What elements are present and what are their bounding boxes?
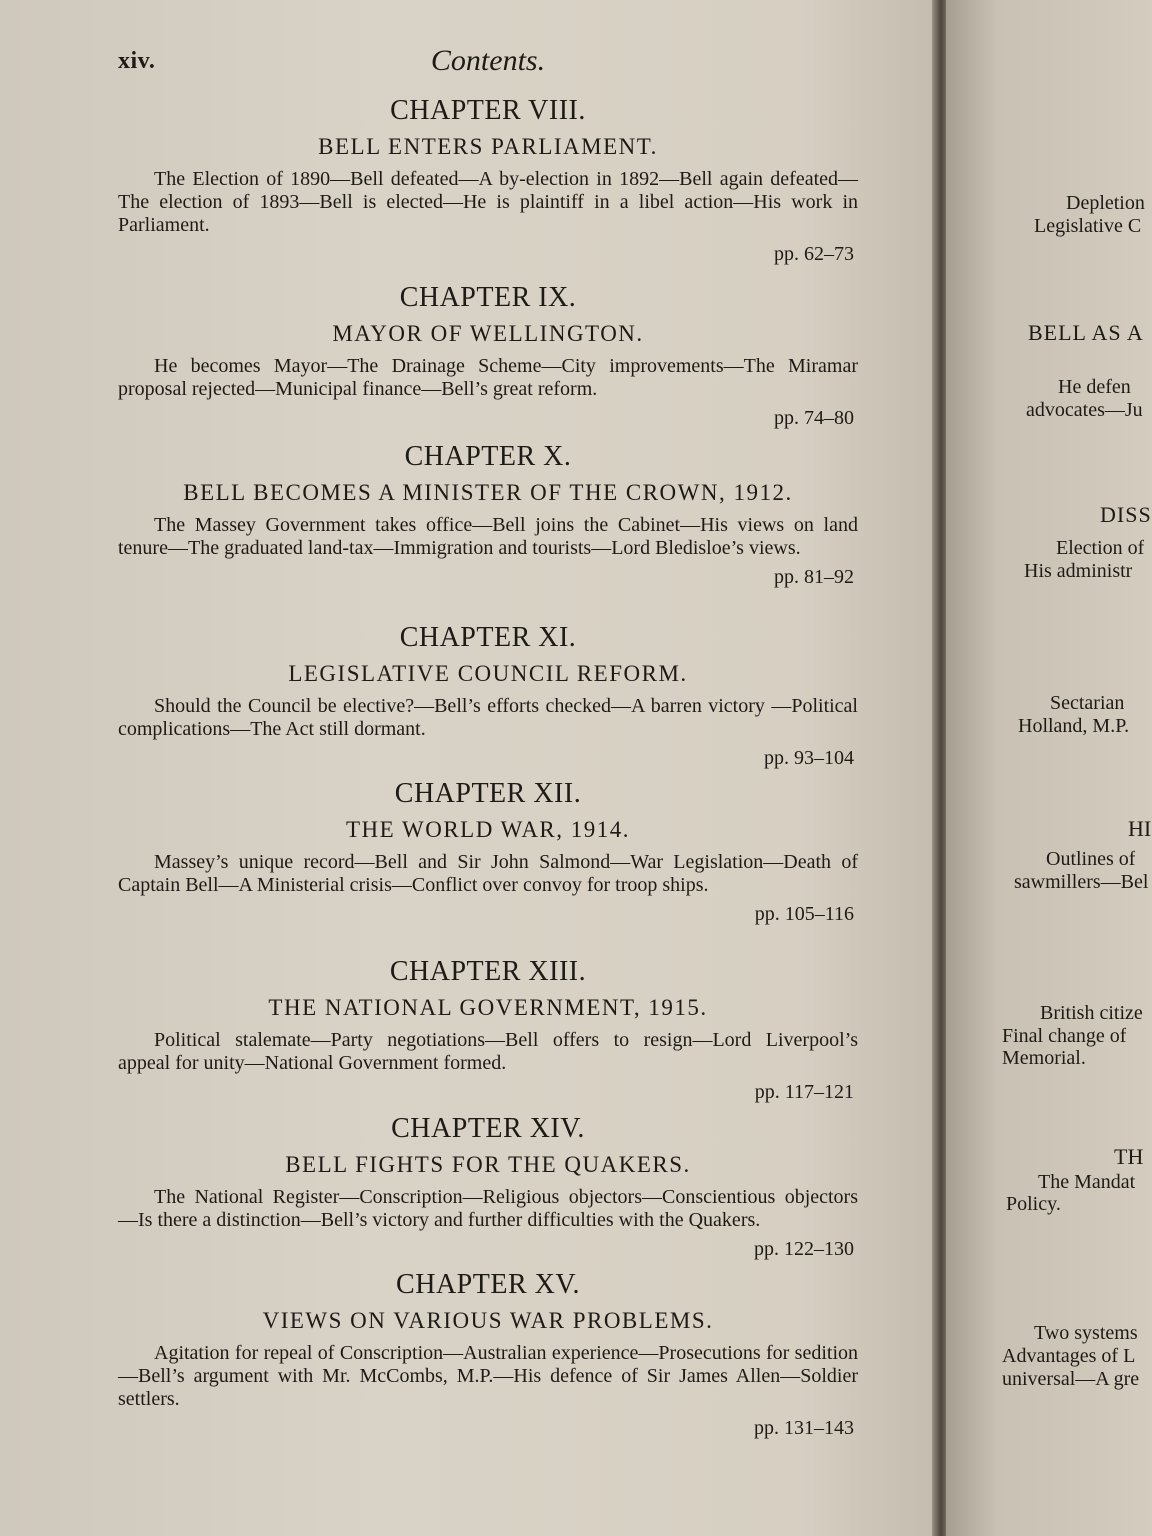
- right-page-text: Memorial.: [1002, 1047, 1086, 1069]
- right-page-text: British citize: [1040, 1002, 1143, 1024]
- chapter-number: CHAPTER IX.: [399, 282, 577, 313]
- right-page-text: Holland, M.P.: [1018, 715, 1130, 737]
- chapter-summary: The National Register—Conscription—Religious objectors—Conscientious objectors—Is there a distinction—Bell’s victory and further difficulties with the Quakers.: [118, 1186, 858, 1231]
- right-page-text: sawmillers—Bel: [1014, 871, 1149, 893]
- right-page-text: Advantages of L: [1002, 1345, 1136, 1367]
- chapter-entry: [118, 1268, 858, 1440]
- chapter-pages: pp. 105–116: [754, 903, 854, 925]
- chapter-number: CHAPTER VIII.: [390, 95, 586, 126]
- chapter-entry: [118, 777, 858, 926]
- chapter-number: CHAPTER XII.: [394, 778, 582, 809]
- right-page-text: DISS: [1100, 504, 1152, 526]
- right-page-text: Two systems: [1034, 1322, 1138, 1344]
- chapter-summary: The Massey Government takes office—Bell joins the Cabinet—His views on land tenure—The graduated land-tax—Immigration and tourists—Lord Bledisloe’s views.: [118, 514, 858, 559]
- chapter-summary: He becomes Mayor—The Drainage Scheme—City improvements—The Miramar proposal rejected—Municipal finance—Bell’s great reform.: [118, 355, 858, 400]
- chapter-entry: [118, 955, 858, 1104]
- chapter-pages: pp. 93–104: [764, 747, 854, 769]
- chapter-pages: pp. 74–80: [774, 407, 854, 429]
- right-page-text: Outlines of: [1046, 848, 1136, 870]
- right-page-text: The Mandat: [1038, 1171, 1136, 1193]
- chapter-entry: [118, 281, 858, 430]
- right-page-text: Final change of: [1002, 1025, 1127, 1047]
- chapter-summary: Massey’s unique record—Bell and Sir John Salmond—War Legislation—Death of Captain Bell—A Ministerial crisis—Conflict over convoy for troop ships.: [118, 851, 858, 896]
- chapter-entry: [118, 1112, 858, 1261]
- chapter-title: THE WORLD WAR, 1914.: [345, 817, 631, 842]
- running-title: Contents.: [430, 44, 546, 77]
- right-page-text: Legislative C: [1034, 215, 1142, 237]
- right-page: [946, 0, 1152, 1536]
- chapter-title: MAYOR OF WELLINGTON.: [332, 321, 644, 346]
- chapter-pages: pp. 81–92: [774, 566, 854, 588]
- chapter-title: BELL FIGHTS FOR THE QUAKERS.: [285, 1152, 691, 1177]
- right-page-text: BELL AS A: [1028, 322, 1144, 344]
- right-page-text: Election of: [1056, 537, 1145, 559]
- right-page-text: universal—A gre: [1002, 1368, 1140, 1390]
- right-page-text: TH: [1114, 1146, 1144, 1168]
- right-page-text: He defen: [1058, 376, 1131, 398]
- right-page-text: advocates—Ju: [1026, 399, 1143, 421]
- right-page-text: Sectarian: [1050, 692, 1125, 714]
- chapter-entry: [118, 621, 858, 770]
- chapter-number: CHAPTER XI.: [399, 622, 577, 653]
- chapter-pages: pp. 62–73: [774, 243, 854, 265]
- chapter-pages: pp. 122–130: [754, 1238, 854, 1260]
- chapter-title: VIEWS ON VARIOUS WAR PROBLEMS.: [262, 1308, 714, 1333]
- chapter-entry: [118, 94, 858, 266]
- running-head: [118, 44, 858, 84]
- chapter-title: LEGISLATIVE COUNCIL REFORM.: [288, 661, 688, 686]
- chapter-summary: Political stalemate—Party negotiations—Bell offers to resign—Lord Liverpool’s appeal for unity—National Government formed.: [118, 1029, 858, 1074]
- chapter-title: THE NATIONAL GOVERNMENT, 1915.: [268, 995, 708, 1020]
- right-page-text: Depletion: [1066, 192, 1145, 214]
- chapter-summary: The Election of 1890—Bell defeated—A by-election in 1892—Bell again defeated—The election of 1893—Bell is elected—He is plaintiff in a libel action—His work in Parliament.: [118, 168, 858, 236]
- chapter-number: CHAPTER XIV.: [391, 1113, 585, 1144]
- chapter-pages: pp. 131–143: [754, 1417, 854, 1439]
- right-page-text: HI: [1128, 818, 1152, 840]
- chapter-entry: [118, 440, 858, 589]
- chapter-title: BELL ENTERS PARLIAMENT.: [318, 134, 658, 159]
- right-page-text: His administr: [1024, 560, 1133, 582]
- chapter-title: BELL BECOMES A MINISTER OF THE CROWN, 1912.: [183, 480, 793, 505]
- chapter-number: CHAPTER XIII.: [389, 956, 587, 987]
- chapter-number: CHAPTER XV.: [396, 1269, 580, 1300]
- page-number: xiv.: [118, 48, 156, 74]
- right-page-text: Policy.: [1006, 1193, 1061, 1215]
- chapter-number: CHAPTER X.: [404, 441, 572, 472]
- chapter-pages: pp. 117–121: [754, 1081, 854, 1103]
- chapter-summary: Should the Council be elective?—Bell’s efforts checked—A barren victory —Political complications—The Act still dormant.: [118, 695, 858, 740]
- chapter-summary: Agitation for repeal of Conscription—Australian experience—Prosecutions for sedition—Bell’s argument with Mr. McCombs, M.P.—His defence of Sir James Allen—Soldier settlers.: [118, 1342, 858, 1410]
